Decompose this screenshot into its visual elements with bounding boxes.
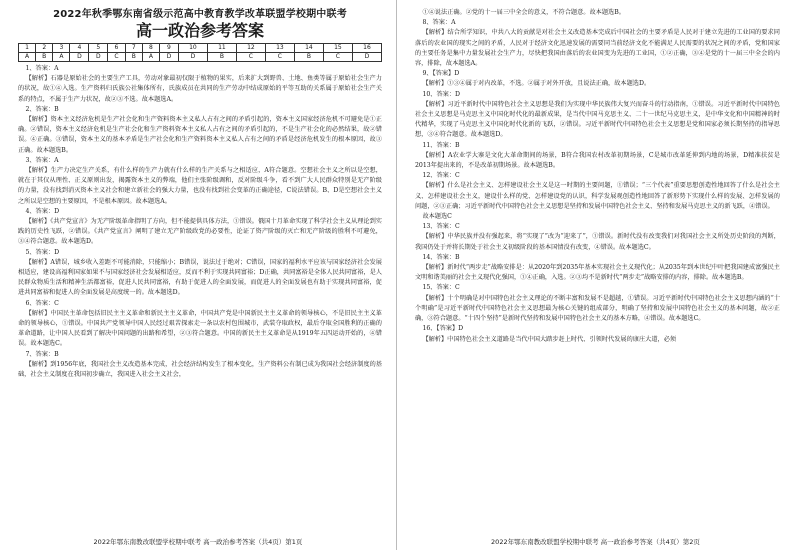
answer-number-cell: 15 (323, 44, 352, 53)
paragraph: 2、答案：B (25, 105, 59, 113)
answer-number-cell: 8 (142, 44, 159, 53)
paragraph: 【解析】中华民族并没有强起来，将“实现了”改为“迎来了”，①错误。新时代没有改变我们对我国社会主义所处历史阶段的判断，我国仍处于并将长期处于社会主义初级阶段的基本国情没有改变，④错误。故本题选C。 (415, 233, 780, 251)
paragraph: 【解析】A农业学大寨是文化大革命期间的场景，B符合我国农村改革初期场景，C是城市改革延伸到内地的场景，D精准扶贫是2013年提出来的，不是改革初期场景。故本题选B。 (415, 151, 780, 170)
paragraph: 【解析】石器是原始社会的主要生产工具，劳动对象最初仅限于植物的果实，后来扩大到野兽、土地、鱼类等属于原始社会生产力的状况，故①④入选。生产资料归氏族公社集体所有，氏族成员在共同的生产劳动中结成原始的平等互助的关系属于原始社会生产关系的特点，不属于生产力状况，故②③不选。故本题选A。 (18, 75, 382, 103)
answer-number-row (19, 44, 382, 53)
paragraph: ①④说法正确。②党的十一届三中全会的意义，不符合题意。故本题选B。 (422, 9, 625, 16)
paragraph: 3、答案：A (25, 156, 59, 164)
paragraph: 1、答案：A (25, 65, 59, 72)
answer-letter-cell: B (36, 53, 53, 62)
answer-letter-row (19, 53, 382, 62)
exam-title: 2022年秋季鄂东南省级示范高中教育教学改革联盟学校期中联考 (53, 9, 347, 20)
answer-letter-cell: D (89, 53, 108, 62)
paragraph: 【解析】结合所学知识，中共八大的贡献是对社会主义改造基本完成后中国社会的主要矛盾是人民对于建立先进的工业国的要求同落后的农业国的现实之间的矛盾，人民对于经济文化迅速发展的需要同当前经济文化不能满足人民需要的状况之间的矛盾，党和国家的主要任务是集中力量发展社会生产力，尽快把我国由落后的农业国变为先进的工业国，①②正确，③④是党的十一届三中全会的内容，排除，故本题选A。 (415, 29, 780, 68)
paragraph: 6、答案：C (25, 299, 59, 307)
paragraph: 【解析】①③④属于对内改革，不选。②属于对外开放，且说法正确，故本题选D。 (422, 80, 651, 88)
paragraph: 【解析】《共产党宣言》为无产阶级革命指明了方向，但不能提供具体方法，①错误。俄国十月革命实现了科学社会主义从理论到实践的历史性飞跃，②错误。《共产党宣言》阐明了建立无产阶级政党的必要性，论证了资产阶级的灭亡和无产阶级的胜利不可避免，③④符合题意。故本题选D。 (18, 218, 382, 246)
answer-letter-cell: C (265, 53, 294, 62)
right-content (415, 8, 780, 345)
paragraph: 故本题选C (422, 213, 452, 221)
page-footer-left: 2022年鄂东南教改联盟学校期中联考 高一政治参考答案（共4页）第1页 (93, 538, 303, 546)
answer-number-cell: 3 (53, 44, 70, 53)
answer-letter-cell: D (70, 53, 89, 62)
paragraph: 【解析】十个明确是对中国特色社会主义理论的不断丰富和发展不是超越，①错误。习近平新时代中国特色社会主义思想内涵的“十个明确”是习近平新时代中国特色社会主义思想最为核心关键的组成部分，明确了坚持和发展中国特色社会主义的基本问题，故②正确，③符合题意。“十四个坚持”是新时代坚持和发展中国特色社会主义的基本方略，④错误。故本题选C。 (415, 294, 780, 323)
paragraph: 【解析】资本主义经济危机是生产社会化和生产资料资本主义私人占有之间的矛盾引起的，资本主义国家经济危机不可避免是①正确。②错误，资本主义经济危机是生产社会化和生产资料资本主义私人占有之间的矛盾引起的，不是生产社会化的必然结果，故②错误。④正确。③错误，资本主义的基本矛盾是生产社会化和生产资料资本主义私人占有之间的矛盾是经济危机发生的根本原因，故③正确。故本题选B。 (18, 116, 382, 154)
paragraph: 14、答案：B (422, 253, 460, 261)
answer-letter-cell: D (160, 53, 179, 62)
paragraph: 【解析】习近平新时代中国特色社会主义思想是我们为实现中华民族伟大复兴而奋斗的行动指南，①错误。习近平新时代中国特色社会主义思想是马克思主义中国化时代化的最新成果，是当代中国马克思主义、二十一世纪马克思主义，是中华文化和中国精神的时代精华，实现了马克思主义中国化时代化新的飞跃，②错误。习近平新时代中国特色社会主义思想是党和国家必须长期坚持的指导思想，③④符合题意。故本题选D。 (415, 100, 780, 139)
answer-letter-cell: D (352, 53, 381, 62)
answer-number-cell: 13 (265, 44, 294, 53)
paragraph: 7、答案：B (25, 350, 59, 358)
paragraph: 16、【答案】D (422, 325, 464, 333)
paragraph: 12、答案：C (422, 172, 460, 180)
answer-number-cell: 16 (352, 44, 381, 53)
paragraph: 9、【答案】D (422, 70, 460, 78)
answer-letter-cell: C (236, 53, 265, 62)
answer-number-cell: 4 (70, 44, 89, 53)
paragraph: 15、答案：C (422, 284, 460, 292)
paragraph: 【解析】生产力决定生产关系，有什么样的生产力就有什么样的生产关系与之相适应，A符合题意。空想社会主义之所以是空想，就在于其仅从理性、正义原则出发，揭露资本主义的弊端，他们主张阶级调和，反对阶级斗争，看不到广大人民群众特别是无产阶级的力量，没有找到消灭资本主义社会和建立新社会的强大力量，也没有找到社会变革的正确途径，C说法错误。B、D是空想社会主义之所以是空想的主要原因，不是根本原因。故本题选A。 (18, 167, 382, 205)
answer-title: 高一政治参考答案 (135, 21, 264, 40)
answer-number-cell: 5 (89, 44, 108, 53)
answer-letter-cell: B (125, 53, 142, 62)
answer-number-cell: 14 (294, 44, 323, 53)
paragraph: 【解析】中国特色社会主义道路是当代中国大踏步赶上时代、引领时代发展的康庄大道，必须 (422, 335, 677, 343)
paragraph: 8、答案：A (422, 19, 456, 27)
answer-letter-cell: B (207, 53, 236, 62)
paragraph: 【解析】新时代“两步走”战略安排是：从2020年到2035年基本实现社会主义现代化；从2035年到本世纪中叶把我国建成富强民主文明和谐美丽的社会主义现代化强国，①④正确，入选。②③均不是新时代“两步走”战略安排的内容，排除。故本题选B。 (415, 264, 780, 282)
answer-letter-cell: A (19, 53, 36, 62)
answer-letter-cell: C (108, 53, 125, 62)
answer-number-cell: 6 (108, 44, 125, 53)
answer-letter-cell: A (53, 53, 70, 62)
paragraph: 5、答案：D (25, 248, 60, 256)
answer-number-cell: 2 (36, 44, 53, 53)
paragraph: 【解析】到1956年底，我国社会主义改造基本完成，社会经济结构发生了根本变化，生产资料公有制已成为我国社会经济制度的基础，社会主义制度在我国初步确立，我国进入社会主义社会， (18, 360, 382, 379)
answer-letter-cell: D (178, 53, 207, 62)
answer-table (18, 43, 382, 62)
left-content (18, 64, 382, 380)
answer-number-cell: 7 (125, 44, 142, 53)
answer-letter-cell: B (294, 53, 323, 62)
answer-letter-cell: C (323, 53, 352, 62)
answer-number-cell: 1 (19, 44, 36, 53)
answer-number-cell: 11 (207, 44, 236, 53)
page-right (397, 0, 794, 550)
answer-number-cell: 10 (178, 44, 207, 53)
paragraph: 【解析】A错误，城乡收入差距不可能消除，只能缩小；B错误，说法过于绝对；C错误，国家的福利水平应该与国家经济社会发展相适应，建设高福利国家如果不与国家经济社会发展相适应，反而不利于实现共同富裕；D正确，共同富裕是全体人民共同富裕，是人民群众物质生活和精神生活都富裕，促进人民共同富裕，有助于促进人的全面发展，而促进人的全面发展也有助于实现共同富裕，促进共同富裕和促进人的全面发展是高度统一的。故本题选D。 (18, 258, 382, 297)
paragraph: 10、答案：D (422, 90, 461, 98)
paragraph: 【解析】什么是社会主义、怎样建设社会主义是这一时期的主要问题，①错误；“三个代表”重要思想创造性地回答了什么是社会主义、怎样建设社会主义，建设什么样的党、怎样建设党的认识，科学发展观创造性地回答了新形势下实现什么样的发展、怎样发展的问题，②③正确；习近平新时代中国特色社会主义思想是坚持和发展中国特色社会主义、坚持和发展马克思主义的新飞跃，④错误。 (415, 182, 780, 210)
paragraph: 11、答案：B (422, 141, 460, 149)
paragraph: 4、答案：D (25, 207, 60, 215)
answer-number-cell: 9 (160, 44, 179, 53)
answer-number-cell: 12 (236, 44, 265, 53)
page-footer-right: 2022年鄂东南教改联盟学校期中联考 高一政治参考答案（共4页）第2页 (491, 538, 700, 546)
paragraph: 13、答案：C (422, 223, 460, 231)
answer-letter-cell: A (142, 53, 159, 62)
paragraph: 【解析】中国民主革命包括旧民主主义革命和新民主主义革命，中国共产党是中国新民主主义革命的领导核心，不是旧民主主义革命的领导核心，①错误。中国共产党领导中国人民经过艰苦探索走一条以农村包围城市，武装夺取政权，最后夺取全国胜利的正确的革命道路，让中国人民看到了解决中国问题的出路和希望，②③符合题意。中国的新民主主义革命是从1919年五四运动开始的，④错误。故本题选C。 (18, 309, 382, 348)
